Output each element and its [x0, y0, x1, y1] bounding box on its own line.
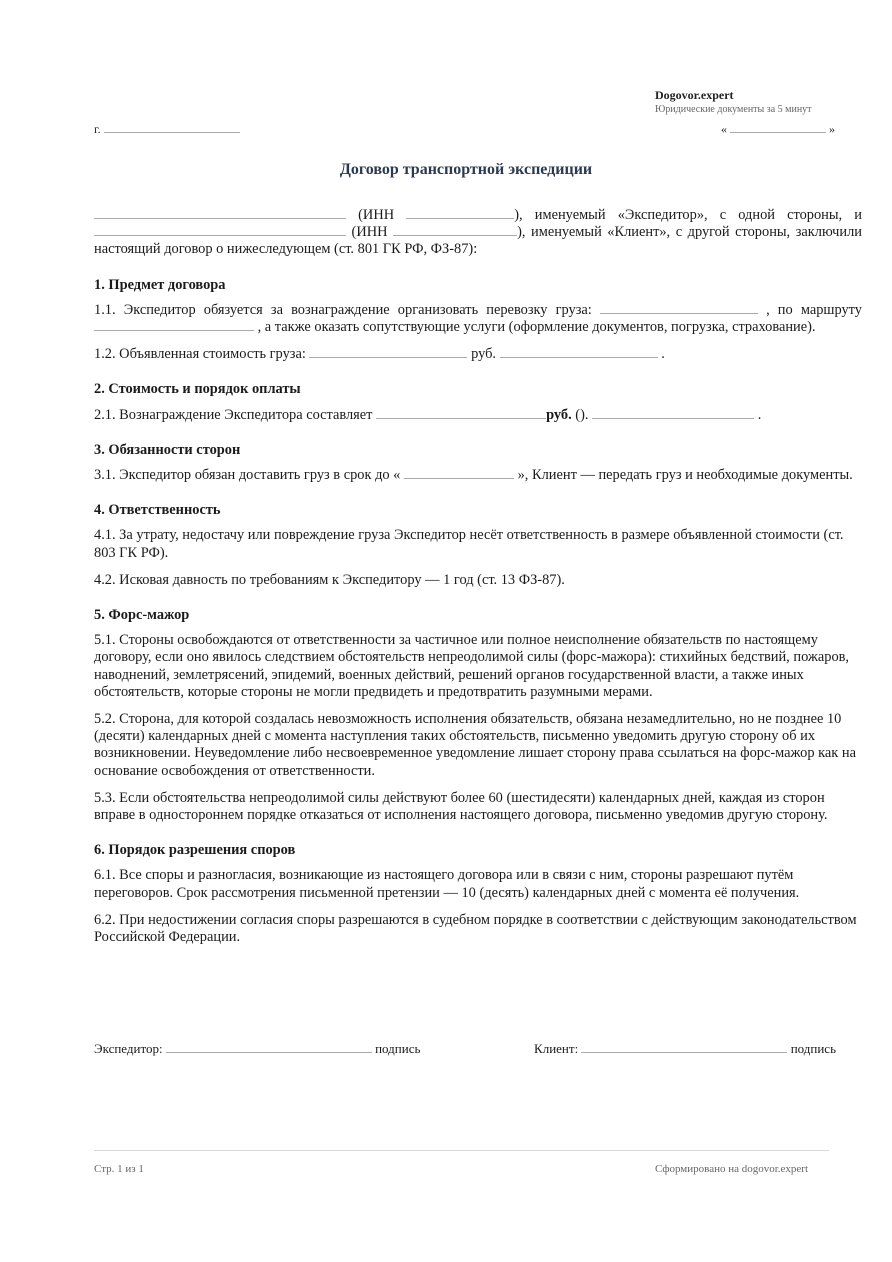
clause-1-1-text-a: 1.1. Экспедитор обязуется за вознаграждение организовать перевозку груза:	[94, 301, 592, 318]
city-blank	[104, 121, 240, 133]
clause-2-1-text-c: ().	[575, 406, 589, 423]
city-field	[94, 121, 240, 137]
forwarder-signature	[94, 1041, 420, 1057]
section-5-heading: 5. Форс-мажор	[94, 607, 190, 624]
date-blank	[730, 121, 826, 133]
clause-1-1-text-c: маршруту	[800, 301, 862, 318]
forwarder-sign-word: подпись	[375, 1041, 421, 1056]
clause-5-1: 5.1. Стороны освобождаются от ответственности за частичное или полное неисполнение обязательств по настоящему договору, если оно явилось следствием обстоятельств непреодолимой силы (форс-мажора): стихийных бедствий, пожаров, наводнений, землетрясений, эпидемий, военных действий, решений органов государственной власти, а также иных обстоятельств, которые стороны не могли предвидеть и предотвратить разумными мерами.	[94, 632, 850, 700]
clause-5-3: 5.3. Если обстоятельства непреодолимой силы действуют более 60 (шестидесяти) календарных дней, каждая из сторон вправе в одностороннем порядке отказаться от исполнения настоящего договора, письменно уведомив другую сторону.	[94, 789, 828, 824]
preamble	[94, 207, 862, 259]
clause-2-1	[94, 407, 862, 424]
clause-6-1: 6.1. Все споры и разногласия, возникающие из настоящего договора или в связи с ним, стороны разрешают путём переговоров. Срок рассмотрения письменной претензии — 10 (десять) календарных дней с момента её получения.	[94, 867, 800, 901]
cargo-blank	[600, 302, 758, 314]
client-label: Клиент:	[534, 1041, 579, 1056]
clause-1-2	[94, 346, 862, 363]
party2-inn-blank	[393, 224, 517, 236]
section-6-heading: 6. Порядок разрешения споров	[94, 842, 296, 859]
clause-1-1-text-d: , а также оказать сопутствующие услуги (оформление документов,	[257, 319, 668, 336]
clause-3-1-text-a: 3.1. Экспедитор обязан доставить груз в срок до «	[94, 467, 401, 484]
city-prefix: г.	[94, 122, 101, 136]
clause-2-1-text-a: 2.1. Вознаграждение Экспедитора составляет	[94, 406, 373, 423]
clause-1-1-text-e: погрузка, страхование).	[671, 319, 816, 336]
document-title: Договор транспортной экспедиции	[339, 161, 593, 178]
clause-1-2-period: .	[661, 346, 665, 363]
footer-divider	[94, 1150, 829, 1151]
clause-3-1-text-b: », Клиент — передать груз и необходимые	[517, 467, 779, 484]
clause-3-1	[94, 467, 862, 484]
clause-2-1-currency: руб.	[546, 406, 572, 423]
declared-value-words-blank	[500, 346, 658, 358]
party2-inn-label: (ИНН	[351, 224, 388, 241]
clause-4-1: 4.1. За утрату, недостачу или повреждение груза Экспедитор несёт ответственность в размере объявленной стоимости (ст. 803 ГК РФ).	[94, 527, 844, 561]
clause-6-2: 6.2. При недостижении согласия споры разрешаются в судебном порядке в соответствии с действующим законодательством Российской Федерации.	[94, 911, 857, 946]
party2-name-blank	[94, 224, 346, 236]
route-blank	[94, 319, 254, 331]
section-2-heading: 2. Стоимость и порядок оплаты	[94, 381, 301, 398]
party1-inn-label: (ИНН	[358, 207, 395, 223]
clause-1-1	[94, 302, 862, 336]
client-signature	[534, 1041, 836, 1057]
brand-tagline: Юридические документы за 5 минут	[655, 104, 812, 115]
section-4-heading: 4. Ответственность	[94, 502, 221, 519]
section-3-heading: 3. Обязанности сторон	[94, 441, 241, 458]
party1-inn-blank	[406, 207, 514, 219]
forwarder-label: Экспедитор:	[94, 1041, 163, 1056]
party2-role-text: ), именуемый «Клиент», с другой стороны,	[517, 224, 791, 241]
clause-1-2-text-a: 1.2. Объявленная стоимость груза:	[94, 346, 306, 363]
party1-name-blank	[94, 207, 346, 219]
clause-3-1-text-c: документы.	[781, 467, 853, 484]
preamble-conclusion: заключили настоящий договор о нижеследующем (ст. 801 ГК РФ, ФЗ-87):	[94, 224, 862, 258]
client-signature-blank	[581, 1041, 787, 1053]
fee-words-blank	[592, 407, 754, 419]
signature-row	[94, 1041, 836, 1057]
clause-1-1-text-b: , по	[766, 301, 793, 318]
clause-5-2: 5.2. Сторона, для которой создалась невозможность исполнения обязательств, обязана незамедлительно, но не позднее 10 (десяти) календарных дней с момента наступления таких обстоятельств, письменно уведомить другую сторону об их возникновении. Неуведомление либо несвоевременное уведомление лишает сторону права ссылаться на форс-мажор как на основание освобождения от ответственности.	[94, 711, 856, 779]
declared-value-blank	[309, 346, 467, 358]
date-close-quote: »	[829, 122, 835, 136]
section-1-heading: 1. Предмет договора	[94, 276, 226, 293]
clause-2-1-period: .	[757, 406, 762, 423]
forwarder-signature-blank	[166, 1041, 372, 1053]
date-field	[721, 121, 835, 137]
clause-4-2: 4.2. Исковая давность по требованиям к Экспедитору — 1 год (ст. 13 ФЗ-87).	[94, 571, 565, 588]
party1-role-text: ), именуемый «Экспедитор», с одной стороны, и	[514, 207, 862, 223]
clause-1-2-currency: руб.	[471, 346, 496, 363]
document-body	[94, 207, 862, 946]
fee-blank	[376, 407, 546, 419]
generated-by: Сформировано на dogovor.expert	[655, 1163, 809, 1175]
date-open-quote: «	[721, 122, 727, 136]
client-sign-word: подпись	[790, 1041, 836, 1056]
brand-name: Dogovor.expert	[655, 88, 734, 102]
page-number: Стр. 1 из 1	[94, 1163, 144, 1175]
deadline-blank	[404, 467, 514, 479]
